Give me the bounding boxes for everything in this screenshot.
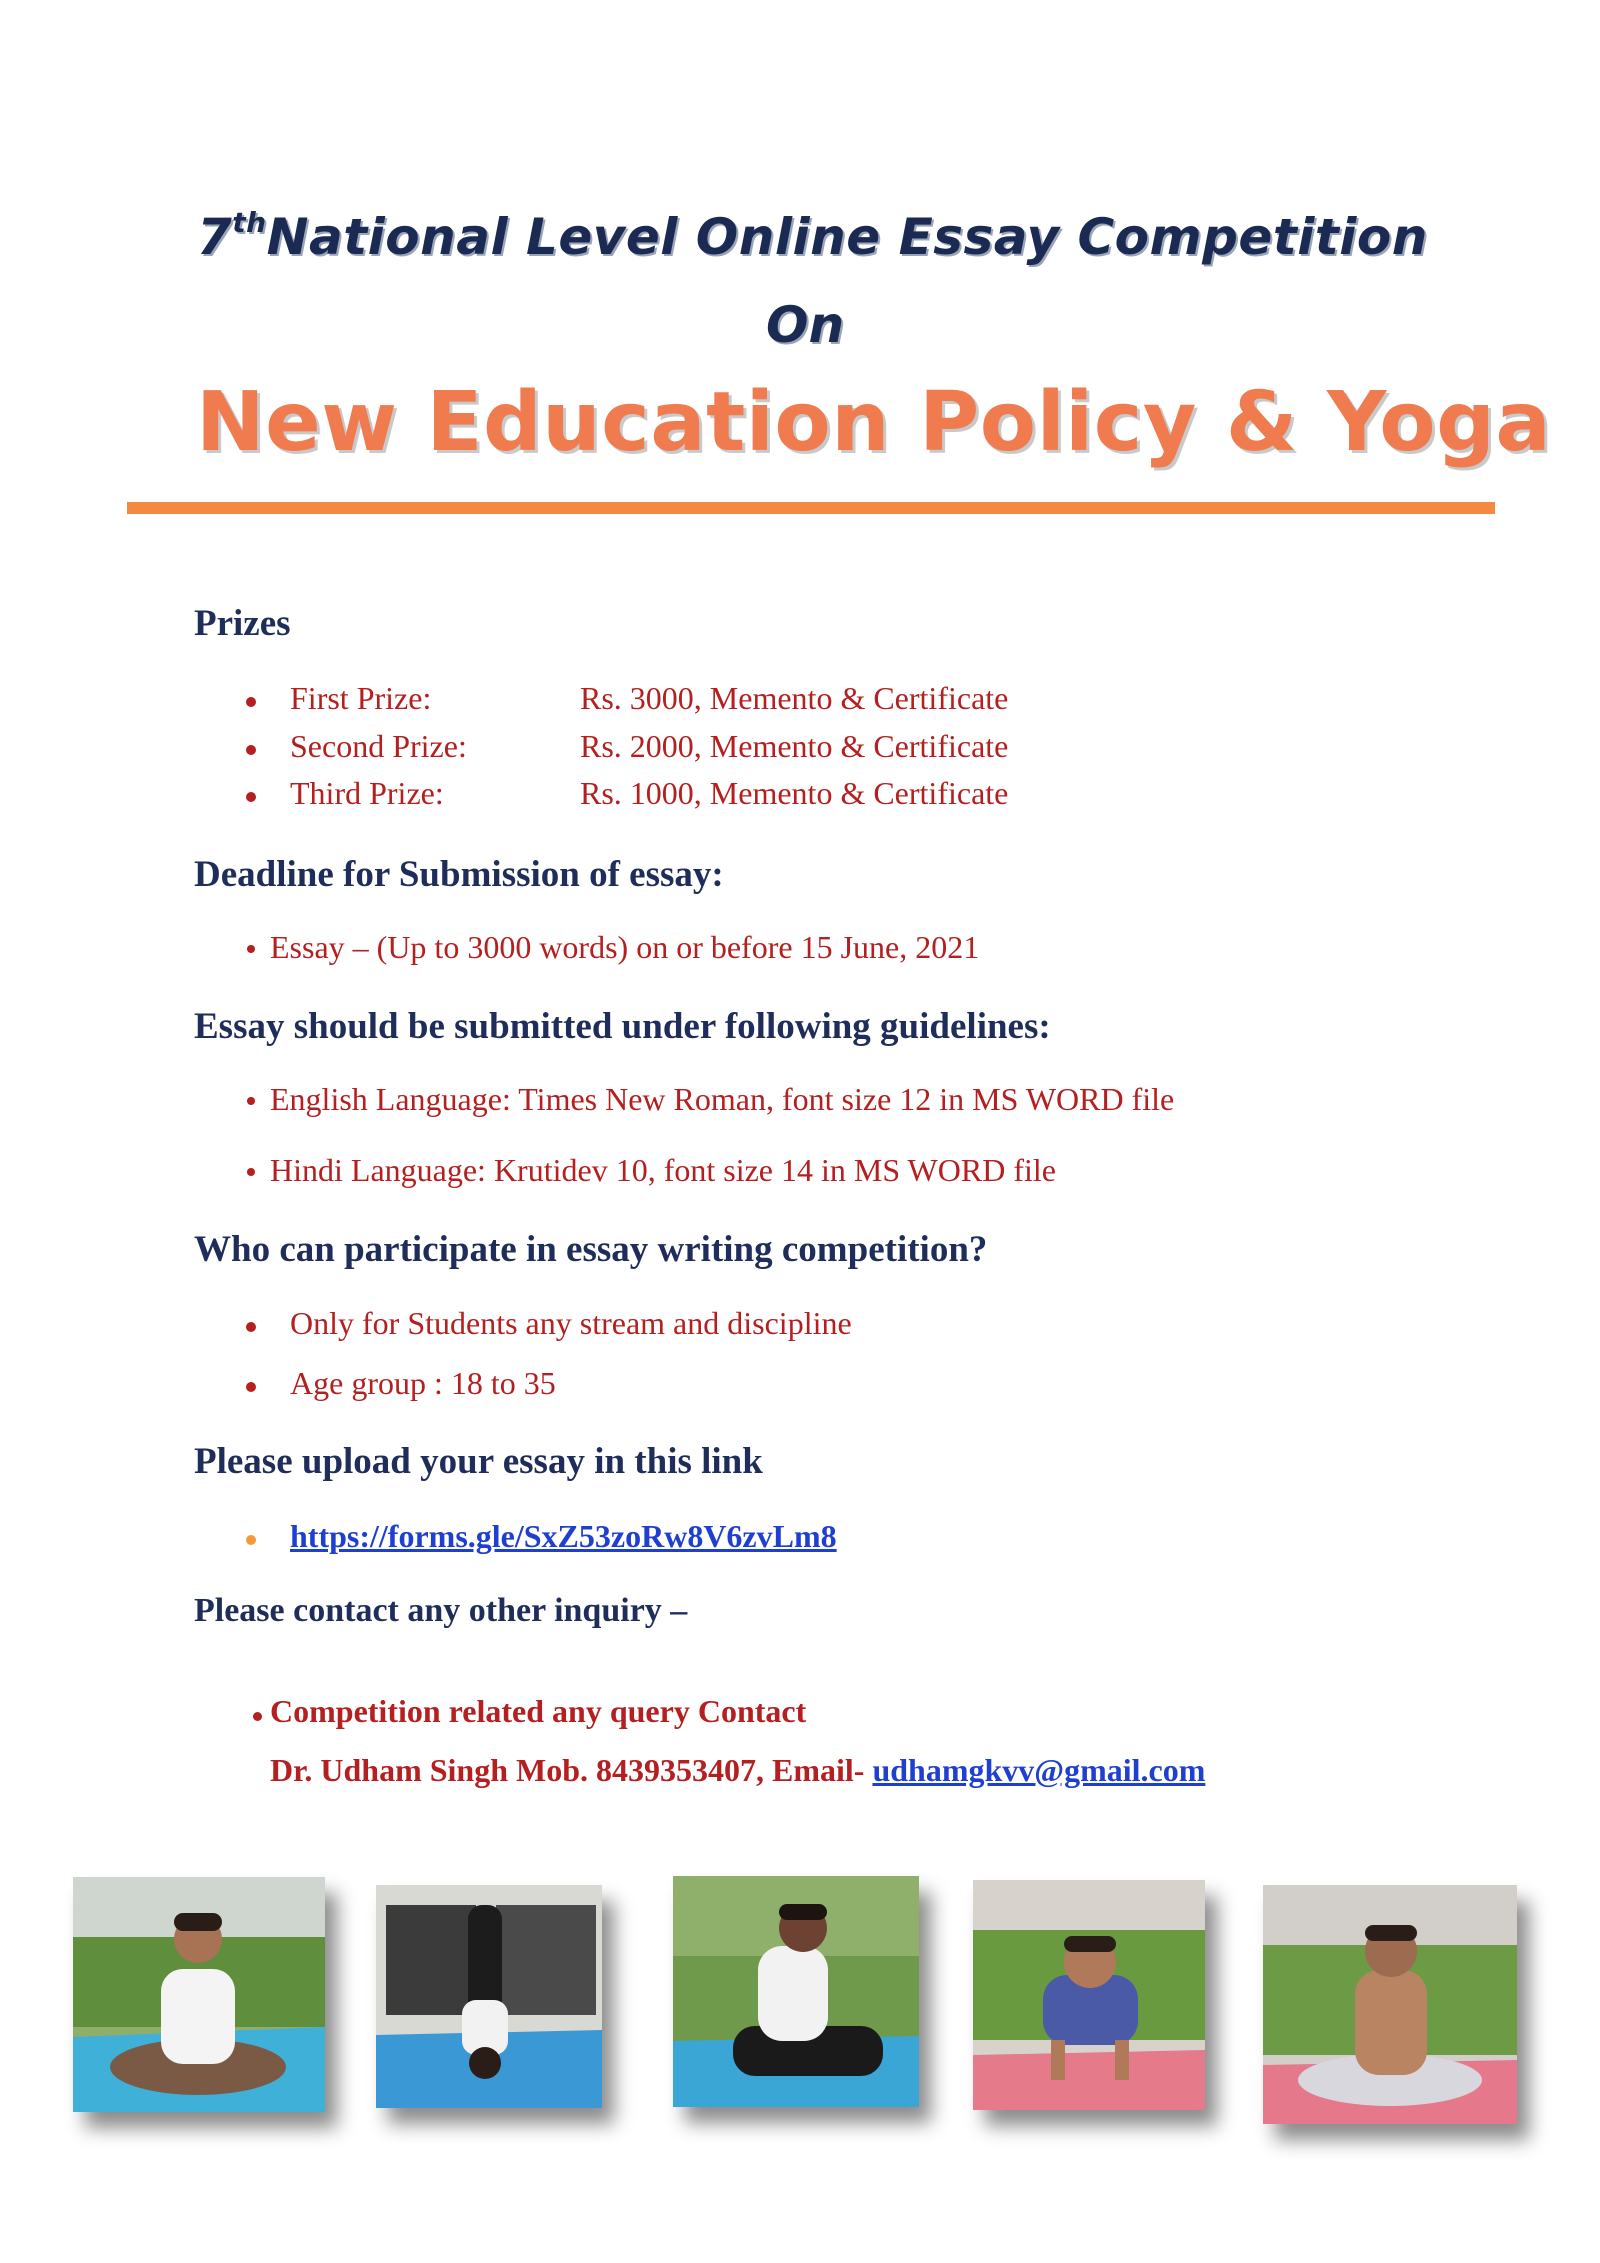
bullet-icon (247, 1097, 255, 1105)
contact-heading: Please contact any other inquiry – (194, 1592, 688, 1629)
bullet-icon (246, 745, 256, 755)
yoga-photo-seated-twist (673, 1876, 919, 2107)
title-divider (127, 502, 1495, 514)
eligibility-heading: Who can participate in essay writing competition? (194, 1229, 988, 1270)
prize-label: Third Prize: (290, 775, 444, 811)
prize-value: Rs. 2000, Memento & Certificate (580, 728, 1009, 764)
contact-line: Competition related any query Contact (270, 1693, 807, 1729)
bullet-icon (246, 1382, 256, 1392)
contact-email-link[interactable]: udhamgkvv@gmail.com (872, 1752, 1206, 1788)
yoga-photo-pranayama-lotus (73, 1877, 325, 2112)
yoga-photo-crow-pose (973, 1880, 1205, 2110)
eligibility-item: Only for Students any stream and discipline (290, 1305, 852, 1341)
deadline-item: Essay – (Up to 3000 words) on or before 15 June, 2021 (270, 929, 980, 965)
bullet-icon (246, 1535, 256, 1545)
prize-label: Second Prize: (290, 728, 467, 764)
bullet-icon (247, 1168, 255, 1176)
yoga-photo-seated-meditation (1263, 1885, 1517, 2124)
contact-details (270, 1752, 1205, 1789)
eligibility-item: Age group : 18 to 35 (290, 1365, 556, 1401)
prize-value: Rs. 3000, Memento & Certificate (580, 680, 1009, 716)
upload-heading: Please upload your essay in this link (194, 1441, 763, 1482)
bullet-icon (246, 697, 256, 707)
prize-label: First Prize: (290, 680, 432, 716)
prize-value: Rs. 1000, Memento & Certificate (580, 775, 1009, 811)
upload-form-link[interactable]: https://forms.gle/SxZ53zoRw8V6zvLm8 (290, 1518, 837, 1554)
yoga-photo-headstand (376, 1885, 602, 2108)
bullet-icon (253, 1712, 262, 1721)
competition-subtitle: 7thNational Level Online Essay Competition (197, 206, 1428, 266)
guidelines-heading: Essay should be submitted under following guidelines: (194, 1006, 1051, 1047)
contact-name-phone: Dr. Udham Singh Mob. 8439353407, Email- (270, 1752, 873, 1788)
subtitle-on: On (766, 296, 845, 354)
deadline-heading: Deadline for Submission of essay: (194, 854, 724, 895)
bullet-icon (247, 945, 255, 953)
guideline-item: Hindi Language: Krutidev 10, font size 14 in MS WORD file (270, 1152, 1056, 1188)
page-title: New Education Policy & Yoga (196, 375, 1552, 470)
bullet-icon (246, 1322, 256, 1332)
prizes-heading: Prizes (194, 603, 291, 644)
bullet-icon (246, 792, 256, 802)
guideline-item: English Language: Times New Roman, font size 12 in MS WORD file (270, 1081, 1175, 1117)
